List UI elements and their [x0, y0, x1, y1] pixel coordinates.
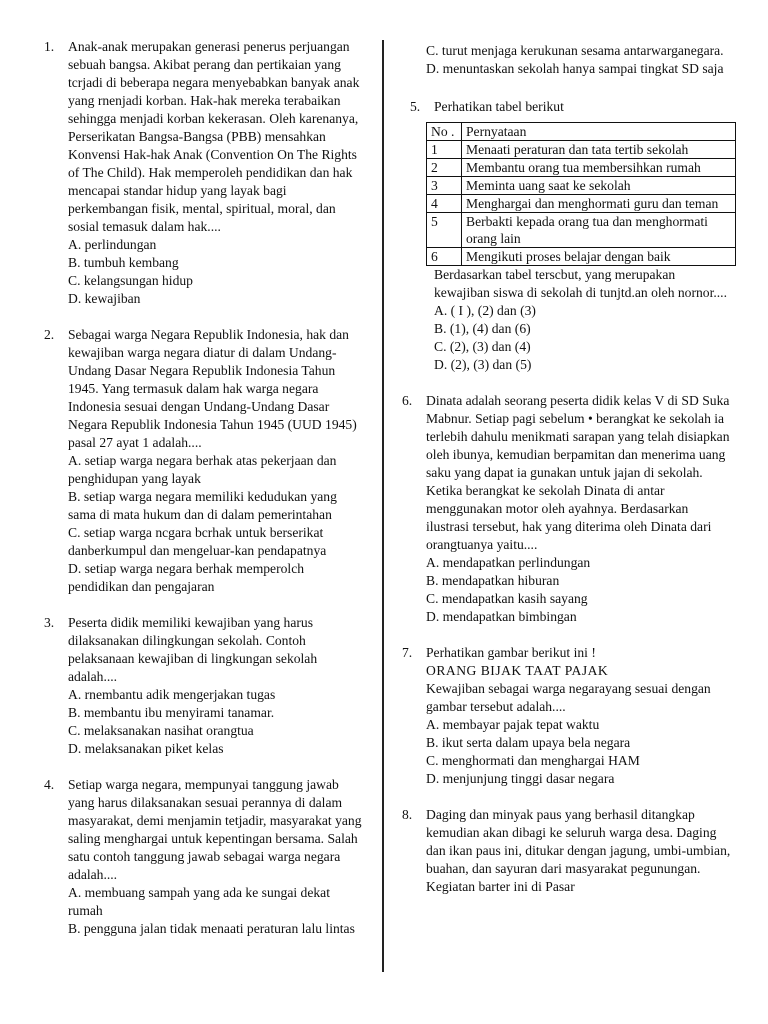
option-d: D. mendapatkan bimbingan	[426, 609, 577, 624]
table-row	[427, 213, 736, 248]
option-a: A. membayar pajak tepat waktu	[426, 717, 600, 732]
option-b: B. tumbuh kembang	[68, 255, 179, 270]
option-c: C. melaksanakan nasihat orangtua	[68, 723, 254, 738]
question-text: Peserta didik memiliki kewajiban yang harus dilaksanakan dilingkungan sekolah. Contoh pelaksanaan kewajiban di lingkungan sekolah adalah....	[68, 615, 318, 684]
options-list	[68, 236, 362, 308]
question-1	[44, 38, 362, 308]
option-b: B. setiap warga negara memiliki kedudukan yang sama di mata hukum dan di dalam pemerintahan	[68, 489, 337, 522]
options-list	[68, 452, 362, 596]
option-c: C. menghormati dan menghargai HAM	[426, 753, 640, 768]
options-list	[68, 686, 362, 758]
question-text: Sebagai warga Negara Republik Indonesia, hak dan kewajiban warga negara diatur di dalam Undang-Undang Dasar Negara Republik Indonesia Tahun 1945. Yang termasuk dalam hak warga negara Indonesia sesuai dengan Undang-Undang Dasar Negara Republik Indonesia Tahun 1945 (UUD 1945) pasal 27 ayat 1 adalah....	[68, 327, 357, 450]
option-a: A. mendapatkan perlindungan	[426, 555, 591, 570]
options-list	[434, 302, 734, 374]
image-caption-heading: ORANG BIJAK TAAT PAJAK	[426, 663, 609, 678]
table-header-no: No .	[427, 123, 462, 141]
question-5	[402, 98, 734, 374]
question-number: 1.	[44, 39, 55, 54]
table-row	[427, 195, 736, 213]
table-cell-no: 3	[427, 177, 462, 195]
option-d: D. (2), (3) dan (5)	[434, 357, 532, 372]
table-cell-statement: Membantu orang tua membersihkan rumah	[462, 159, 736, 177]
option-a: A. rnembantu adik mengerjakan tugas	[68, 687, 276, 702]
question-number: 4.	[44, 777, 55, 792]
option-c: C. (2), (3) dan (4)	[434, 339, 531, 354]
option-d: D. setiap warga negara berhak memperolch pendidikan dan pengajaran	[68, 561, 305, 594]
question-number: 6.	[402, 393, 413, 408]
options-list	[426, 716, 734, 788]
option-b: B. membantu ibu menyirami tanamar.	[68, 705, 275, 720]
statement-table	[426, 122, 736, 266]
table-cell-no: 6	[427, 248, 462, 266]
option-d: D. menjunjung tinggi dasar negara	[426, 771, 615, 786]
table-row	[427, 177, 736, 195]
table-cell-statement: Mengikuti proses belajar dengan baik	[462, 248, 736, 266]
option-d: D. melaksanakan piket kelas	[68, 741, 224, 756]
table-cell-statement: Meminta uang saat ke sekolah	[462, 177, 736, 195]
question-text: Kewajiban sebagai warga negarayang sesuai dengan gambar tersebut adalah....	[426, 681, 711, 714]
question-8	[402, 806, 734, 896]
question-text: Anak-anak merupakan generasi penerus perjuangan sebuah bangsa. Akibat perang dan pertikaian yang tcrjadi di beberapa negara menyebabkan banyak anak yang rnenjadi korban. Hak-hak mereka terabaikan sehingga menjadi korban kekerasan. Oleh karenanya, Perserikatan Bangsa-Bangsa (PBB) mensahkan Konvensi Hak-hak Anak (Convention On The Rights of The Child). Hak memperoleh pendidikan dan hak mencapai standar hidup yang layak bagi perkembangan fisik, mental, spiritual, moral, dan sosial temasuk dalam hak....	[68, 39, 360, 234]
question-number: 8.	[402, 807, 413, 822]
question-4	[44, 776, 362, 938]
question-text: Berdasarkan tabel terscbut, yang merupakan kewajiban siswa di sekolah di tunjtd.an oleh nornor....	[434, 267, 727, 300]
question-intro: Perhatikan gambar berikut ini !	[426, 645, 596, 660]
table-row	[427, 141, 736, 159]
option-d: D. menuntaskan sekolah hanya sampai tingkat SD saja	[426, 61, 724, 76]
option-a: A. perlindungan	[68, 237, 157, 252]
question-text: Setiap warga negara, mempunyai tanggung jawab yang harus dilaksanakan sesuai perannya di dalam masyarakat, demi menjamin tetjadir, masyarakat yang saling menghargai untuk kepentingan bersama. Salah satu contoh tanggung jawab sebagai warga negara adalah....	[68, 777, 362, 882]
option-b: B. mendapatkan hiburan	[426, 573, 560, 588]
right-column	[402, 38, 734, 914]
option-b: B. pengguna jalan tidak menaati peraturan lalu lintas	[68, 921, 355, 936]
options-list	[426, 554, 734, 626]
table-row	[427, 248, 736, 266]
options-list	[426, 42, 734, 78]
option-c: C. kelangsungan hidup	[68, 273, 193, 288]
option-c: C. turut menjaga kerukunan sesama antarwarganegara.	[426, 43, 724, 58]
option-a: A. ( I ), (2) dan (3)	[434, 303, 536, 318]
table-cell-no: 4	[427, 195, 462, 213]
question-text: Dinata adalah seorang peserta didik kelas V di SD Suka Mabnur. Setiap pagi sebelum • berangkat ke sekolah ia terlebih dahulu menikmati sarapan yang telah disiapkan oleh ibunya, kemudian berpamitan dan menerima uang saku yang dapat ia gunakan untuk jajan di sekolah. Ketika berangkat ke sekolah Dinata di antar menggunakan motor oleh ayahnya. Berdasarkan ilustrasi tersebut, hak yang diterima oleh Dinata dari orangtuanya yaitu....	[426, 393, 730, 552]
question-6	[402, 392, 734, 626]
option-a: A. setiap warga negara berhak atas pekerjaan dan penghidupan yang layak	[68, 453, 337, 486]
question-4-continued	[402, 42, 734, 78]
question-text: Daging dan minyak paus yang berhasil ditangkap kemudian akan dibagi ke seluruh warga desa. Daging dan ikan paus ini, ditukar dengan jagung, umbi-umbian, buahan, dan sayuran dari masyarakat pegunungan. Kegiatan barter ini di Pasar	[426, 807, 731, 894]
option-b: B. (1), (4) dan (6)	[434, 321, 531, 336]
column-divider	[382, 40, 384, 972]
table-cell-no: 5	[427, 213, 462, 248]
option-c: C. setiap warga ncgara bcrhak untuk berserikat danberkumpul dan mengeluar-kan pendapatnya	[68, 525, 327, 558]
option-b: B. ikut serta dalam upaya bela negara	[426, 735, 631, 750]
question-number: 2.	[44, 327, 55, 342]
table-cell-statement: Menghargai dan menghormati guru dan teman	[462, 195, 736, 213]
question-number: 3.	[44, 615, 55, 630]
question-3	[44, 614, 362, 758]
option-a: A. membuang sampah yang ada ke sungai dekat rumah	[68, 885, 330, 918]
options-list	[68, 884, 362, 938]
table-row	[427, 159, 736, 177]
table-cell-statement: Berbakti kepada orang tua dan menghormati orang lain	[462, 213, 736, 248]
question-number: 7.	[402, 645, 413, 660]
question-7	[402, 644, 734, 788]
table-cell-no: 2	[427, 159, 462, 177]
option-d: D. kewajiban	[68, 291, 141, 306]
table-cell-no: 1	[427, 141, 462, 159]
question-number: 5.	[410, 99, 421, 114]
question-intro: Perhatikan tabel berikut	[434, 99, 564, 114]
question-2	[44, 326, 362, 596]
table-header-statement: Pernyataan	[462, 123, 736, 141]
left-column	[44, 38, 362, 956]
table-header-row	[427, 123, 736, 141]
table-cell-statement: Menaati peraturan dan tata tertib sekolah	[462, 141, 736, 159]
option-c: C. mendapatkan kasih sayang	[426, 591, 588, 606]
